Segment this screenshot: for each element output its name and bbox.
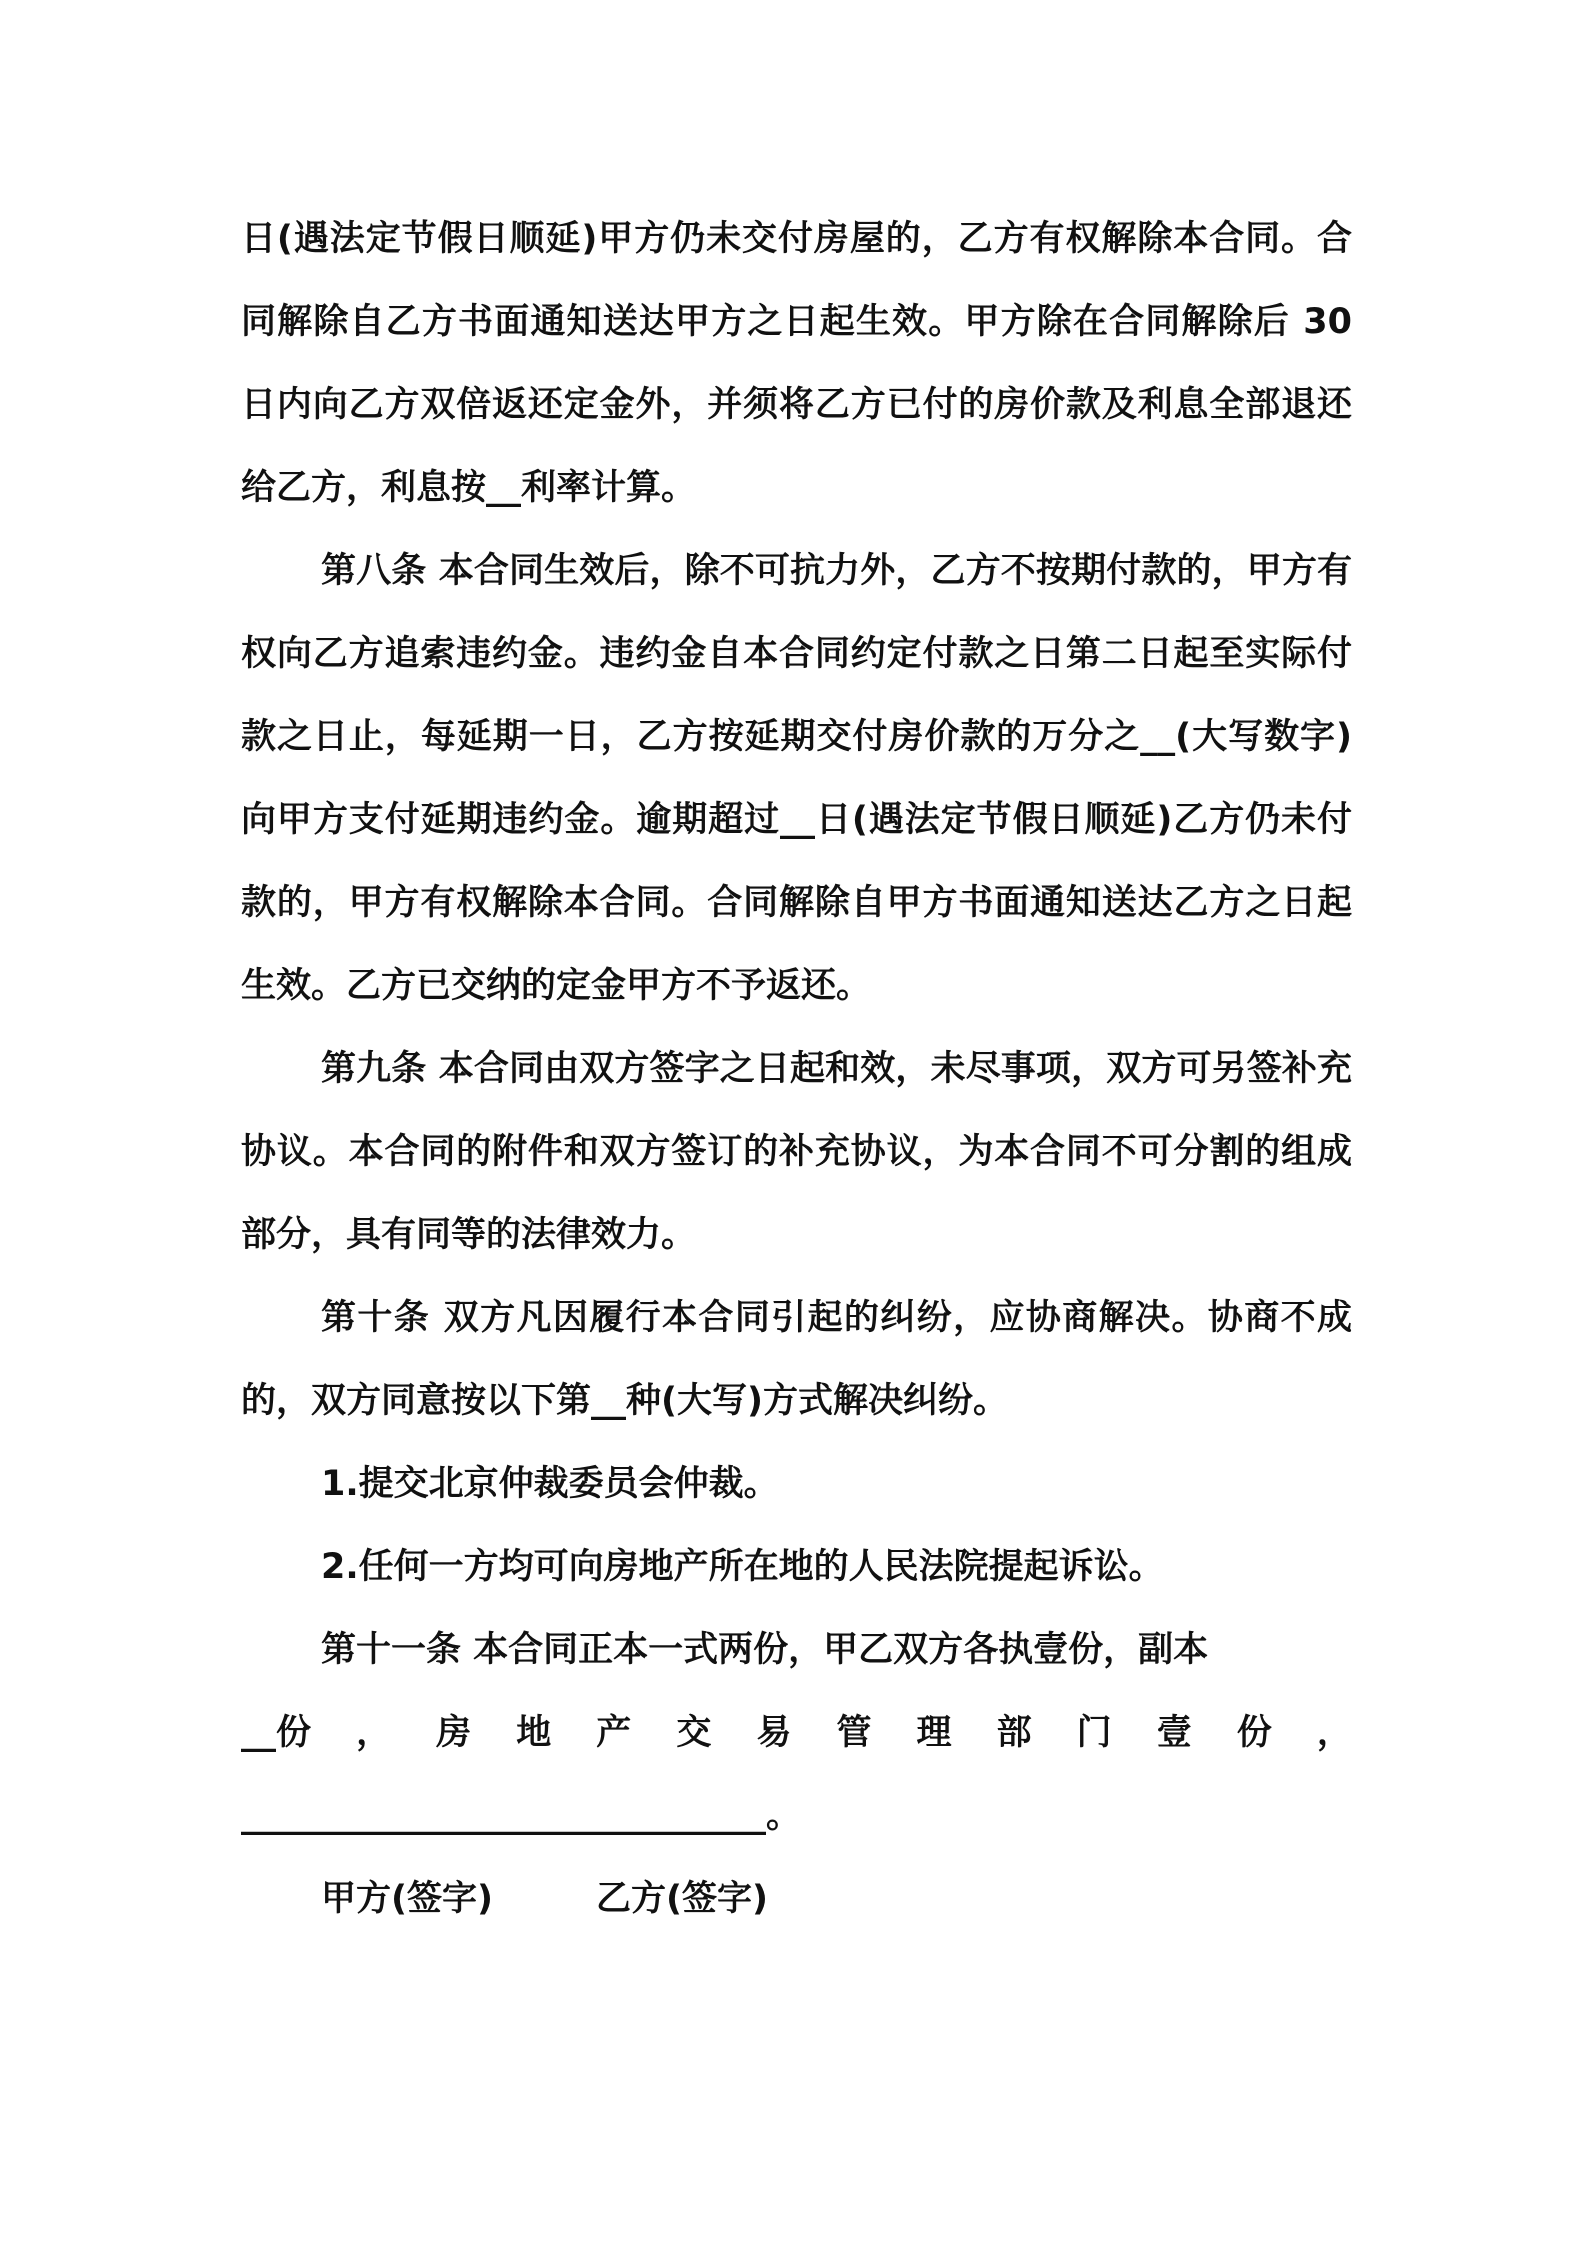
copies-blank: __份 — [241, 1713, 312, 1753]
paragraph-delivery-default: 日(遇法定节假日顺延)甲方仍未交付房屋的，乙方有权解除本合同。合同解除自乙方书面通知送达甲方之日起生效。甲方除在合同解除后 30 日内向乙方双倍返还定金外，并须将乙方已付的房价款及利息全部退还给乙方，利息按__利率计算。 — [241, 219, 1352, 508]
char: 份 — [1236, 1713, 1272, 1753]
option-1: 1.提交北京仲裁委员会仲裁。 — [321, 1464, 779, 1504]
char: 产 — [596, 1713, 632, 1753]
char: 理 — [916, 1713, 952, 1753]
char: 地 — [516, 1713, 552, 1753]
char: 房 — [436, 1713, 472, 1753]
char: 管 — [836, 1713, 872, 1753]
article-10: 第十条 双方凡因履行本合同引起的纠纷，应协商解决。协商不成的，双方同意按以下第__种(大写)方式解决纠纷。 — [241, 1298, 1352, 1421]
article-11-line-3-blank: ______________________________。 — [241, 1796, 802, 1836]
char: 易 — [756, 1713, 792, 1753]
char: 壹 — [1156, 1713, 1192, 1753]
article-9: 第九条 本合同由双方签字之日起和效，未尽事项，双方可另签补充协议。本合同的附件和双方签订的补充协议，为本合同不可分割的组成部分，具有同等的法律效力。 — [241, 1049, 1352, 1255]
party-a-signature-label: 甲方(签字) — [321, 1879, 493, 1919]
article-11 — [241, 1609, 1352, 1858]
char: ， — [1316, 1713, 1352, 1753]
char: 门 — [1076, 1713, 1112, 1753]
article-11-line-1: 第十一条 本合同正本一式两份，甲乙双方各执壹份，副本 — [321, 1630, 1209, 1670]
contract-body — [241, 198, 1352, 1941]
signature-row — [321, 1858, 1352, 1941]
char: 部 — [996, 1713, 1032, 1753]
article-11-line-2 — [241, 1692, 1352, 1775]
option-2: 2.任何一方均可向房地产所在地的人民法院提起诉讼。 — [321, 1547, 1164, 1587]
char: ， — [356, 1713, 392, 1753]
article-8: 第八条 本合同生效后，除不可抗力外，乙方不按期付款的，甲方有权向乙方追索违约金。违约金自本合同约定付款之日第二日起至实际付款之日止，每延期一日，乙方按延期交付房价款的万分之__(大写数字)向甲方支付延期违约金。逾期超过__日(遇法定节假日顺延)乙方仍未付款的，甲方有权解除本合同。合同解除自甲方书面通知送达乙方之日起生效。乙方已交纳的定金甲方不予返还。 — [241, 551, 1352, 1006]
char: 交 — [676, 1713, 712, 1753]
party-b-signature-label: 乙方(签字) — [596, 1879, 768, 1919]
